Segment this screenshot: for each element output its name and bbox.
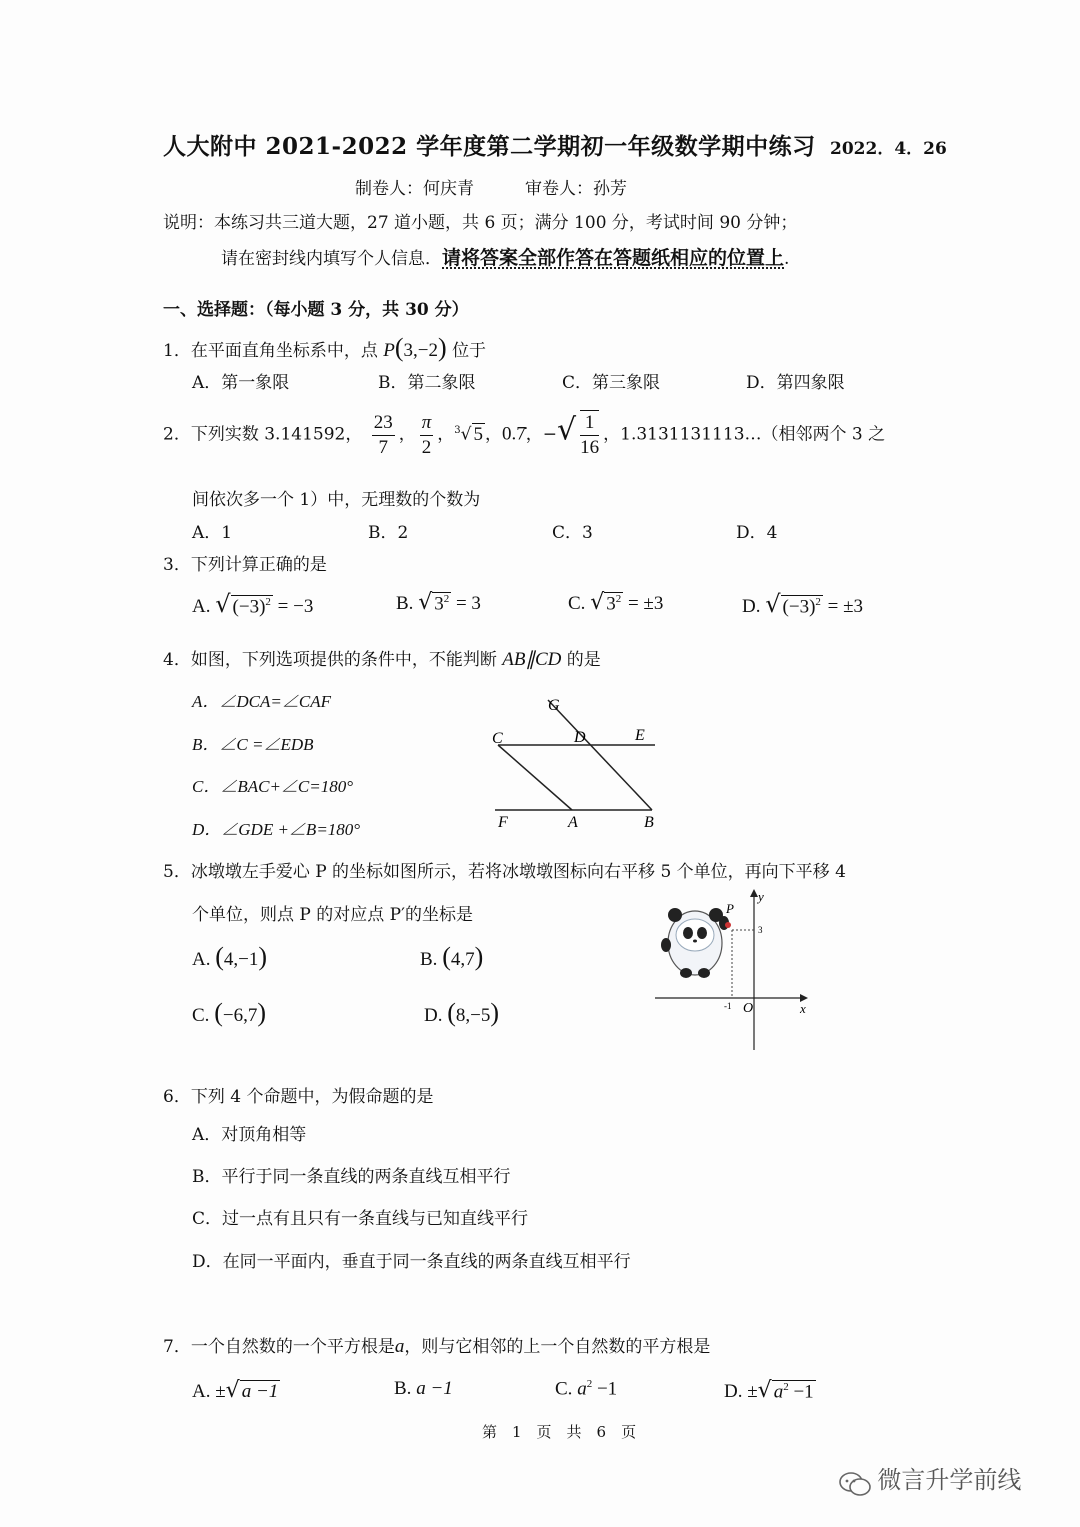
page-number: 第 1 页 共 6 页 — [482, 1423, 637, 1441]
q4-option-a: A．∠DCA=∠CAF — [192, 692, 331, 711]
q5-option-b: B. (4,7) — [420, 942, 484, 971]
label-p: P — [726, 901, 734, 916]
label-origin: O — [743, 1001, 754, 1016]
q3-stem: 3．下列计算正确的是 — [163, 555, 327, 575]
label-g: G — [548, 697, 560, 714]
q2-stem: 2．下列实数 3.141592， $\frac{23}{7}$ ， $\frac{\pi}{2}$ ，$^3$√ 5 ，0.7̇，−√ $\frac{1}{16}$ ，1.3131131113…（相邻两个 3 之 — [163, 411, 886, 458]
y-axis-arrow-icon — [750, 889, 758, 897]
watermark-text: 微言升学前线 — [877, 1466, 1022, 1494]
authors: 制卷人：何庆青 审卷人：孙芳 — [355, 179, 627, 199]
q4-stem: 4．如图，下列选项提供的条件中，不能判断 AB∥CD 的是 — [163, 649, 601, 670]
q7-option-d: D. ±√ $a^2 -1$ — [724, 1378, 814, 1403]
exam-date: 2022．4．26 — [830, 139, 947, 159]
q2-option-c: C．3 — [552, 523, 593, 543]
watermark — [838, 1460, 1021, 1498]
label-neg-one: -1 — [724, 1001, 732, 1011]
q4-parallel-lines-figure — [480, 690, 680, 835]
label-b: B — [644, 814, 654, 831]
q5-stem-line-2: 个单位，则点 P 的对应点 P′的坐标是 — [192, 905, 473, 925]
label-three: 3 — [758, 925, 763, 935]
q3-option-a: A. √ $(-3)^2 = -3$ — [192, 590, 314, 618]
label-y: y — [758, 889, 764, 904]
q6-option-d: D．在同一平面内，垂直于同一条直线的两条直线互相平行 — [192, 1252, 631, 1272]
label-c: C — [492, 730, 503, 747]
q7-option-a: A. ±√ a −1 — [192, 1378, 279, 1403]
q2-option-d: D．4 — [736, 523, 778, 543]
instructions-line-1: 说明：本练习共三道大题，27 道小题，共 6 页；满分 100 分，考试时间 90 分钟； — [163, 213, 798, 233]
q1-option-b: B．第二象限 — [378, 373, 476, 393]
line-ca — [498, 745, 572, 810]
label-d: D — [574, 729, 586, 746]
q1-stem: 1．在平面直角坐标系中，点 P(3,−2) 位于 — [163, 333, 487, 362]
q6-option-b: B．平行于同一条直线的两条直线互相平行 — [192, 1167, 511, 1187]
q5-option-c: C. (−6,7) — [192, 998, 266, 1027]
q4-option-d: D．∠GDE +∠B=180° — [192, 820, 361, 839]
q3-option-c: C. √ $3^2 = \pm 3$ — [568, 590, 664, 615]
q4-option-b: B．∠C =∠EDB — [192, 735, 314, 754]
label-a: A — [568, 814, 578, 831]
q6-option-c: C．过一点有且只有一条直线与已知直线平行 — [192, 1209, 529, 1229]
q5-option-a: A. (4,−1) — [192, 942, 268, 971]
q2-option-b: B．2 — [368, 523, 409, 543]
q7-option-c: C. $a^2 -1$ — [555, 1378, 618, 1400]
q7-option-b: B. a −1 — [394, 1378, 453, 1399]
label-x: x — [800, 1001, 806, 1016]
label-f: F — [498, 814, 508, 831]
q2-stem-cont: 间依次多一个 1）中，无理数的个数为 — [192, 490, 481, 510]
mascot-illustration — [661, 908, 731, 978]
page-title: 人大附中 2021-2022 学年度第二学期初一年级数学期中练习 — [163, 133, 816, 160]
q3-option-d: D. √ $(-3)^2 = \pm 3$ — [742, 590, 864, 618]
wechat-icon — [838, 1470, 872, 1498]
q5-option-d: D. (8,−5) — [424, 998, 500, 1027]
q4-option-c: C．∠BAC+∠C=180° — [192, 777, 354, 796]
line-gb — [548, 700, 652, 810]
q5-coordinate-figure — [650, 885, 820, 1055]
q1-option-c: C．第三象限 — [562, 373, 661, 393]
instructions-line-2: 请在密封线内填写个人信息．请将答案全部作答在答题纸相应的位置上. — [221, 247, 790, 269]
label-e: E — [635, 727, 645, 744]
q1-option-a: A．第一象限 — [192, 373, 290, 393]
q2-option-a: A．1 — [192, 523, 233, 543]
q6-option-a: A．对顶角相等 — [192, 1125, 307, 1145]
q3-option-b: B. √ $3^2 = 3$ — [396, 590, 481, 615]
q7-stem: 7．一个自然数的一个平方根是a，则与它相邻的上一个自然数的平方根是 — [163, 1336, 711, 1357]
q1-option-d: D．第四象限 — [746, 373, 845, 393]
q5-stem-line-1: 5．冰墩墩左手爱心 P 的坐标如图所示，若将冰墩墩图标向右平移 5 个单位，再向下平移 4 — [163, 862, 846, 882]
q6-stem: 6．下列 4 个命题中，为假命题的是 — [163, 1087, 434, 1107]
section-title: 一、选择题：（每小题 3 分，共 30 分） — [163, 300, 469, 320]
